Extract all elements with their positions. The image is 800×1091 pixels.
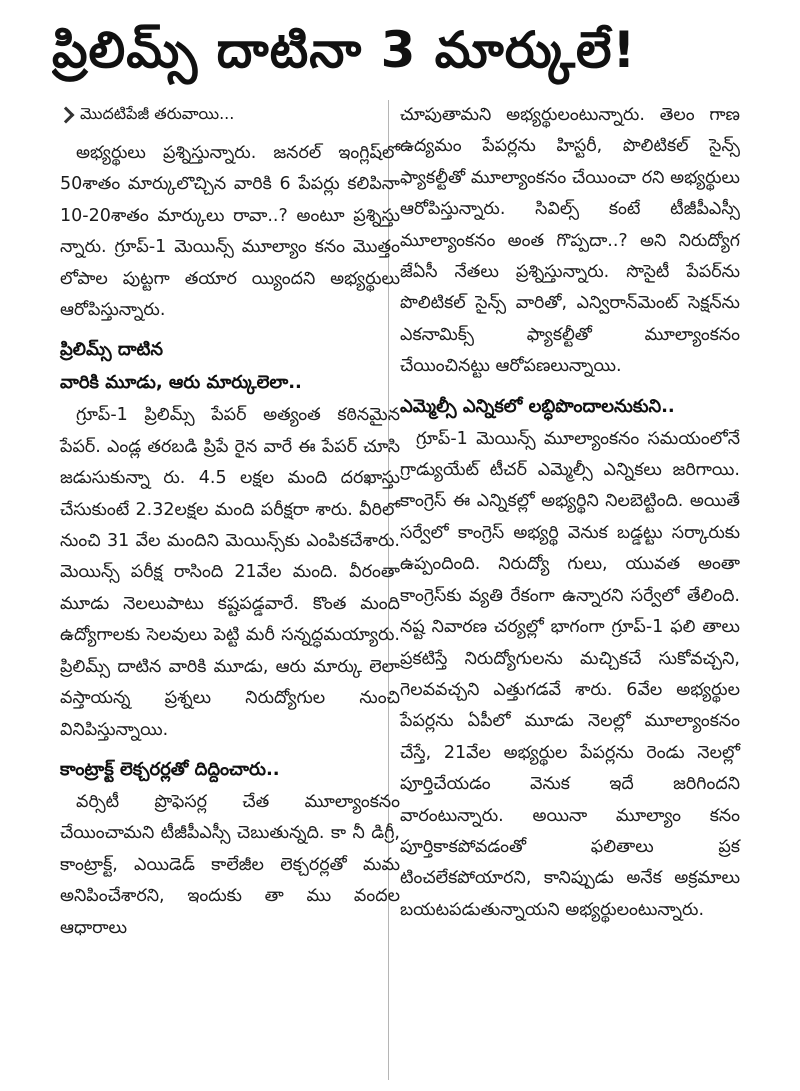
subheading: కాంట్రాక్ట్ లెక్చరర్లతో దిద్దించారు.. (60, 758, 280, 780)
chevron-right-icon (58, 107, 75, 124)
subheading: వారికి మూడు, ఆరు మార్కులెలా.. (60, 372, 302, 394)
paragraph: అభ్యర్థులు ప్రశ్నిస్తున్నారు. జనరల్ ఇంగ్లిష్‌లో 50శాతం మార్కులొచ్చిన వారికి 6 పేపర్లు కలిపినా 10-20శాతం మార్కులు రావా..? అంటూ ప్రశ్నిస్తు న్నారు. గ్రూప్-1 మెయిన్స్ మూల్యాం కనం మొత్తం లోపాల పుట్టగా తయార య్యిందని అభ్యర్థులు ఆరోపిస్తున్నారు. (60, 143, 400, 321)
right-column (400, 100, 740, 932)
kicker-text: మొదటిపేజీ తరువాయి... (80, 103, 235, 123)
subheading: ప్రిలిమ్స్ దాటిన (60, 339, 164, 361)
headline: ప్రిలిమ్స్ దాటినా 3 మార్కులే! (52, 21, 637, 79)
continuation-kicker (60, 100, 400, 130)
paragraph: చూపుతామని అభ్యర్థులంటున్నారు. తెలం గాణ ఉద్యమం పేపర్లను హిస్టరీ, పొలిటికల్ సైన్స్ ఫ్యాకల్టీతో మూల్యాంకనం చేయించా రని అభ్యర్థులు ఆరోపిస్తున్నారు. సివిల్స్ కంటే టీజీపీఎస్సీ మూల్యాంకనం అంత గొప్పదా..? అని నిరుద్యోగ జేఏసీ నేతలు ప్రశ్నిస్తున్నారు. సొసైటీ పేపర్‌ను పొలిటికల్ సైన్స్ వారితో, ఎన్విరాన్‌మెంట్ సెక్షన్‌ను ఎకనామిక్స్ ఫ్యాకల్టీతో మూల్యాంకనం చేయించినట్టు ఆరోపణలున్నాయి. (400, 105, 740, 377)
subheading: ఎమ్మెల్సీ ఎన్నికలో లబ్ధిపొందాలనుకుని.. (400, 395, 675, 417)
paragraph: గ్రూప్-1 ప్రిలిమ్స్ పేపర్ అత్యంత కఠినమైన పేపర్. ఎండ్ల తరబడి ప్రిపే రైన వారే ఈ పేపర్ చూసి జడుసుకున్నా రు. 4.5 లక్షల మంది దరఖాస్తు చేసుకుంటే 2.32లక్షల మంది పరీక్షరా శారు. వీరిలో నుంచి 31 వేల మందిని మెయిన్స్‌కు ఎంపికచేశారు. మెయిన్స్ పరీక్ష రాసింది 21వేల మంది. వీరంతా మూడు నెలలుపాటు కష్టపడ్డవారే. కొంత మంది ఉద్యోగాలకు సెలవులు పెట్టి మరీ సన్నద్ధమయ్యారు. ప్రిలిమ్స్ దాటిన వారికి మూడు, ఆరు మార్కు లెలా వస్తాయన్న ప్రశ్నలు నిరుద్యోగుల నుంచి వినిపిస్తున్నాయి. (60, 405, 400, 740)
left-column (60, 100, 400, 950)
paragraph: గ్రూప్-1 మెయిన్స్ మూల్యాంకనం సమయంలోనే గ్రాడ్యుయేట్ టీచర్ ఎమ్మెల్సీ ఎన్నికలు జరిగాయి. కాంగ్రెస్ ఈ ఎన్నికల్లో అభ్యర్థిని నిలబెట్టింది. అయితే సర్వేలో కాంగ్రెస్ అభ్యర్థి వెనుక బడ్డట్టు సర్కారుకు ఉప్పందింది. నిరుద్యో గులు, యువత అంతా కాంగ్రెస్‌కు వ్యతి రేకంగా ఉన్నారని సర్వేలో తేలింది. నష్ట నివారణ చర్యల్లో భాగంగా గ్రూప్-1 ఫలి తాలు ప్రకటిస్తే నిరుద్యోగులను మచ్చికచే సుకోవచ్చని, గెలవవచ్చని ఎత్తుగడవే శారు. 6వేల అభ్యర్థుల పేపర్లను ఏపీలో మూడు నెలల్లో మూల్యాంకనం చేస్తే, 21వేల అభ్యర్థుల పేపర్లను రెండు నెలల్లో పూర్తిచేయడం వెనుక ఇదే జరిగిందని వారంటున్నారు. అయినా మూల్యాం కనం పూర్తికాకపోవడంతో ఫలితాలు ప్రక టించలేకపోయారని, కానిప్పుడు అనేక అక్రమాలు బయటపడుతున్నాయని అభ్యర్థులంటున్నారు. (400, 428, 740, 920)
paragraph: వర్సిటీ ప్రొఫెసర్ల చేత మూల్యాంకనం చేయించామని టీజీపీఎస్సీ చెబుతున్నది. కా నీ డిగ్రీ, కాంట్రాక్ట్, ఎయిడెడ్ కాలేజీల లెక్చరర్లతో మమ అనిపించేశారని, ఇందుకు తా ము వందల ఆధారాలు (60, 791, 400, 938)
